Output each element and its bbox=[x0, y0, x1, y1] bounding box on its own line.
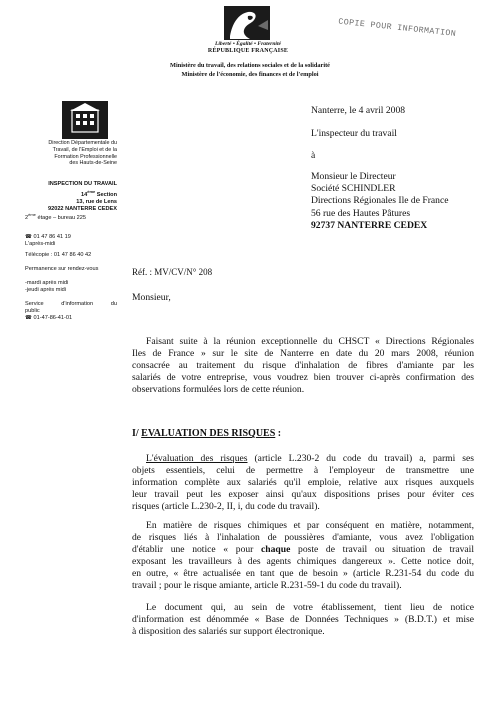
republic-motto: Liberté • Égalité • Fraternité bbox=[214, 41, 282, 47]
department-line: Direction Départementale du bbox=[48, 140, 117, 146]
ministry-line: Ministère de l'économie, des finances et de l'emploi bbox=[181, 71, 319, 78]
paragraph-line: à disposition des salariés sur support électronique. bbox=[132, 626, 325, 637]
phone-number: ☎ 01 47 86 41 19 bbox=[25, 234, 71, 240]
address-line: 56 rue des Hautes Pâtures bbox=[311, 207, 411, 219]
sender-title: L'inspecteur du travail bbox=[311, 128, 397, 139]
reference: Réf. : MV/CV/N° 208 bbox=[132, 267, 213, 277]
phone-info bbox=[25, 234, 71, 248]
paragraph-line: information complète aux salariés qu'il emploie, relative aux risques auxquels bbox=[132, 477, 474, 488]
risk-evaluation-paragraph bbox=[132, 453, 474, 513]
phone-note: L'après-midi bbox=[25, 241, 56, 247]
paragraph-line: objets essentiels, celui de permettre à l'employeur de transmettre une bbox=[132, 465, 474, 476]
inspection-title: INSPECTION DU TRAVAIL bbox=[48, 181, 117, 187]
city-line: 92022 NANTERRE CEDEX bbox=[47, 205, 117, 212]
paragraph-line: En matière de risques chimiques et par conséquent en matière, notamment, bbox=[146, 520, 474, 531]
department-name bbox=[25, 140, 117, 167]
department-line: Travail, de l'Emploi et de la bbox=[52, 146, 117, 153]
address-line: 92737 NANTERRE CEDEX bbox=[311, 219, 428, 231]
hours-line: -jeudi après midi bbox=[25, 287, 67, 293]
bdt-paragraph bbox=[132, 602, 474, 638]
permanence-hours bbox=[25, 280, 68, 294]
section-line: 14ème Section bbox=[80, 189, 117, 198]
paragraph-line: Faisant suite à la réunion exceptionnelle du CHSCT « Directions Régionales bbox=[146, 336, 474, 347]
paragraph-line: d'établir une notice « pour chaque poste de travail ou situation de travail bbox=[132, 544, 475, 555]
ministries-header bbox=[120, 61, 380, 79]
permanence-info: Permanence sur rendez-vous bbox=[25, 266, 99, 272]
intro-paragraph bbox=[132, 336, 474, 396]
recipient-address bbox=[311, 171, 448, 232]
department-logo bbox=[62, 101, 108, 139]
chemical-risk-paragraph bbox=[132, 520, 474, 592]
address-line: Société SCHINDLER bbox=[311, 183, 396, 195]
fax-number: Télécopie : 01 47 86 40 42 bbox=[25, 252, 92, 258]
ministry-line: Ministère du travail, des relations sociales et de la solidarité bbox=[170, 62, 330, 69]
paragraph-line: risques (article L.230-2, II, i, du code du travail). bbox=[132, 501, 320, 512]
address-line: Monsieur le Directeur bbox=[311, 171, 396, 182]
department-line: Formation Professionnelle bbox=[54, 153, 117, 160]
paragraph-line: Iles de France » sur le site de Nanterre en date du 20 mars 2008, réunion bbox=[132, 348, 474, 359]
public-service-info: Service d'information du public ☎ 01-47-86-41-01 bbox=[25, 301, 117, 321]
paragraph-line: leur travail peut les exposer ainsi qu'aux dispositions prises pour éviter ces bbox=[132, 489, 474, 500]
paragraph-line: d'information est dénommée « Base de Données Techniques » (B.D.T.) et mise bbox=[132, 614, 474, 625]
inspection-address bbox=[25, 181, 117, 213]
to-word: à bbox=[311, 150, 316, 161]
paragraph-line: Le document qui, au sein de votre établissement, tient lieu de notice bbox=[146, 602, 474, 613]
paragraph-line: travail ; pour le risque amiante, article R.231-59-1 du code du travail). bbox=[132, 580, 402, 591]
department-line: des Hauts-de-Seine bbox=[69, 160, 117, 167]
republic-name: RÉPUBLIQUE FRANÇAISE bbox=[207, 48, 289, 54]
paragraph-line: observations formulées lors de cette réunion. bbox=[132, 384, 305, 395]
service-phone: ☎ 01-47-86-41-01 bbox=[25, 315, 73, 321]
marianne-logo bbox=[224, 6, 270, 40]
paragraph-line: L'évaluation des risques (article L.230-2 du code du travail) a, parmi ses bbox=[146, 453, 474, 464]
place-date: Nanterre, le 4 avril 2008 bbox=[311, 105, 406, 116]
floor-info: 2ème étage – bureau 225 bbox=[25, 212, 86, 221]
hours-line: -mardi après midi bbox=[25, 280, 69, 286]
section-heading: I/ EVALUATION DES RISQUES : bbox=[132, 428, 282, 439]
paragraph-line: en outre, « être actualisée en tant que de besoin » (article R.231-54 du code du bbox=[132, 568, 474, 579]
paragraph-line: exposant les travailleurs à des agents chimiques dangereux ». Cette notice doit, bbox=[132, 556, 474, 567]
paragraph-line: salariés de votre entreprise, vous voudrez bien trouver ci-après confirmation des bbox=[132, 372, 474, 383]
street-line: 13, rue de Lens bbox=[76, 198, 117, 205]
paragraph-line: consacrée au traitement du risque d'inhalation de fibres d'amiante par les bbox=[132, 360, 474, 371]
paragraph-line: de risques liés à l'inhalation de poussières d'amiante, vous avez l'obligation bbox=[132, 532, 474, 543]
copy-stamp: COPIE POUR INFORMATION bbox=[337, 17, 457, 39]
address-line: Directions Régionales Ile de France bbox=[311, 195, 449, 207]
salutation: Monsieur, bbox=[132, 292, 171, 303]
